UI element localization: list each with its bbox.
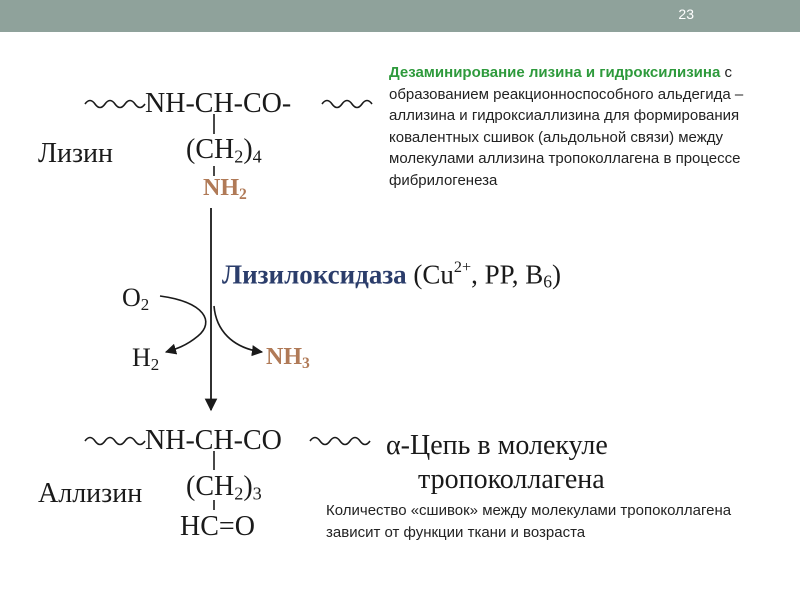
top-left-wavy-chain bbox=[85, 101, 145, 108]
description-highlight: Дезаминирование лизина и гидроксилизина bbox=[389, 64, 721, 81]
enzyme-label: Лизилоксидаза ($Cu^{2+}$, PP, $B_6$) bbox=[222, 258, 561, 292]
allysine-backbone: NH-CH-CO bbox=[145, 425, 282, 456]
o2-to-h2-arrow bbox=[160, 296, 206, 352]
crosslink-note: Количество «сшивок» между молекулами тропоколлагена зависит от функции ткани и возраста bbox=[326, 502, 732, 541]
allysine-label: Аллизин bbox=[38, 478, 143, 509]
alpha-chain-label-line1: α-Цепь в молекуле bbox=[386, 430, 608, 461]
to-nh3-arrow bbox=[214, 306, 262, 352]
lysine-amine-group: $NH_2$ bbox=[203, 175, 247, 203]
description-body: с образованием реакционноспособного альдегида – аллизина и гидроксиаллизина для формирования ковалентных сшивок (альдольной связи) между молекулами аллизина тропоколлагена в процессе фибрилогенеза bbox=[389, 64, 744, 189]
hydrogen-product: $H_2$ bbox=[132, 343, 160, 375]
ammonia-product: $NH_3$ bbox=[266, 344, 310, 372]
alpha-chain-label-line2: тропоколлагена bbox=[418, 464, 605, 495]
slide-number: 23 bbox=[678, 6, 694, 22]
lysine-backbone: NH-CH-CO- bbox=[145, 88, 292, 119]
bottom-right-wavy-chain bbox=[310, 438, 370, 445]
bottom-left-wavy-chain bbox=[85, 438, 145, 445]
lysine-ch2-chain: $(CH_2)_4$ bbox=[186, 134, 262, 167]
allysine-ch2-chain: $(CH_2)_3$ bbox=[186, 471, 262, 504]
oxygen-reagent: $O_2$ bbox=[122, 283, 150, 315]
description-text bbox=[389, 62, 764, 191]
allysine-aldehyde-group: HC=O bbox=[180, 511, 255, 542]
lysine-label: Лизин bbox=[38, 138, 114, 169]
enzyme-name: Лизилоксидаза bbox=[222, 259, 407, 290]
top-right-wavy-chain bbox=[322, 101, 372, 108]
